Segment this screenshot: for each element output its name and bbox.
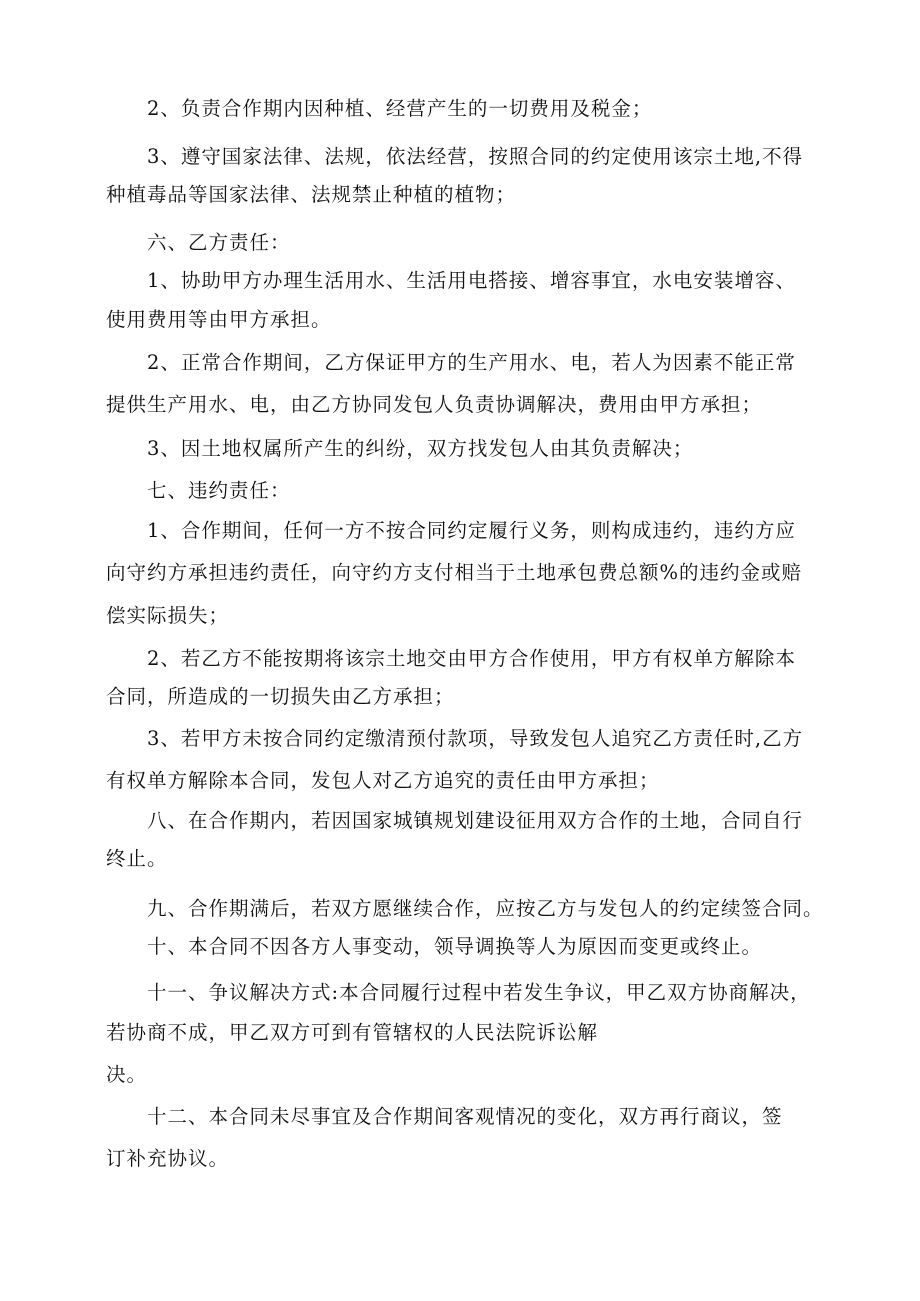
para-line: 十一、争议解决方式:本合同履行过程中若发生争议，甲乙双方协商解决， [147,981,811,1004]
para-line: 十二、本合同未尽事宜及合作期间客观情况的变化，双方再行商议，签 [147,1105,783,1128]
para-line: 终止。 [106,847,168,870]
section-heading: 七、违约责任： [147,479,291,502]
para-line: 向守约方承担违约责任，向守约方支付相当于土地承包费总额%的违约金或赔 [106,561,803,584]
para-line: 有权单方解除本合同，发包人对乙方追究的责任由甲方承担； [106,769,660,792]
para-line: 1、合作期间，任何一方不按合同约定履行义务，则构成违约，违约方应 [147,519,796,542]
para-line: 九、合作期满后，若双方愿继续合作，应按乙方与发包人的约定续签合同。 [147,897,824,920]
para-line: 种植毒品等国家法律、法规禁止种植的植物； [106,183,517,206]
para-line: 3、因土地权属所产生的纠纷，双方找发包人由其负责解决； [147,437,694,460]
para-line: 3、遵守国家法律、法规，依法经营，按照合同的约定使用该宗土地,不得 [147,145,804,168]
para-line: 1、协助甲方办理生活用水、生活用电搭接、增容事宜，水电安装增容、 [147,269,796,292]
para-line: 提供生产用水、电，由乙方协同发包人负责协调解决，费用由甲方承担； [106,393,763,416]
para-line: 订补充协议。 [106,1147,230,1170]
para-line: 使用费用等由甲方承担。 [106,308,332,331]
para-line: 3、若甲方未按合同约定缴清预付款项，导致发包人追究乙方责任时,乙方 [147,727,804,750]
para-line: 2、正常合作期间，乙方保证甲方的生产用水、电，若人为因素不能正常 [147,351,796,374]
para-line: 偿实际损失； [106,604,230,627]
section-heading: 六、乙方责任： [147,231,291,254]
para-line: 八、在合作期内，若因国家城镇规划建设征用双方合作的土地，合同自行 [147,809,804,832]
para-line: 若协商不成，甲乙双方可到有管辖权的人民法院诉讼解 [106,1021,599,1044]
para-line: 2、若乙方不能按期将该宗土地交由甲方合作使用，甲方有权单方解除本 [147,647,796,670]
para-line: 合同，所造成的一切损失由乙方承担； [106,685,455,708]
para-line: 决。 [106,1063,148,1086]
para-line: 十、本合同不因各方人事变动，领导调换等人为原因而变更或终止。 [147,935,763,958]
para-line: 2、负责合作期内因种植、经营产生的一切费用及税金； [147,97,653,120]
